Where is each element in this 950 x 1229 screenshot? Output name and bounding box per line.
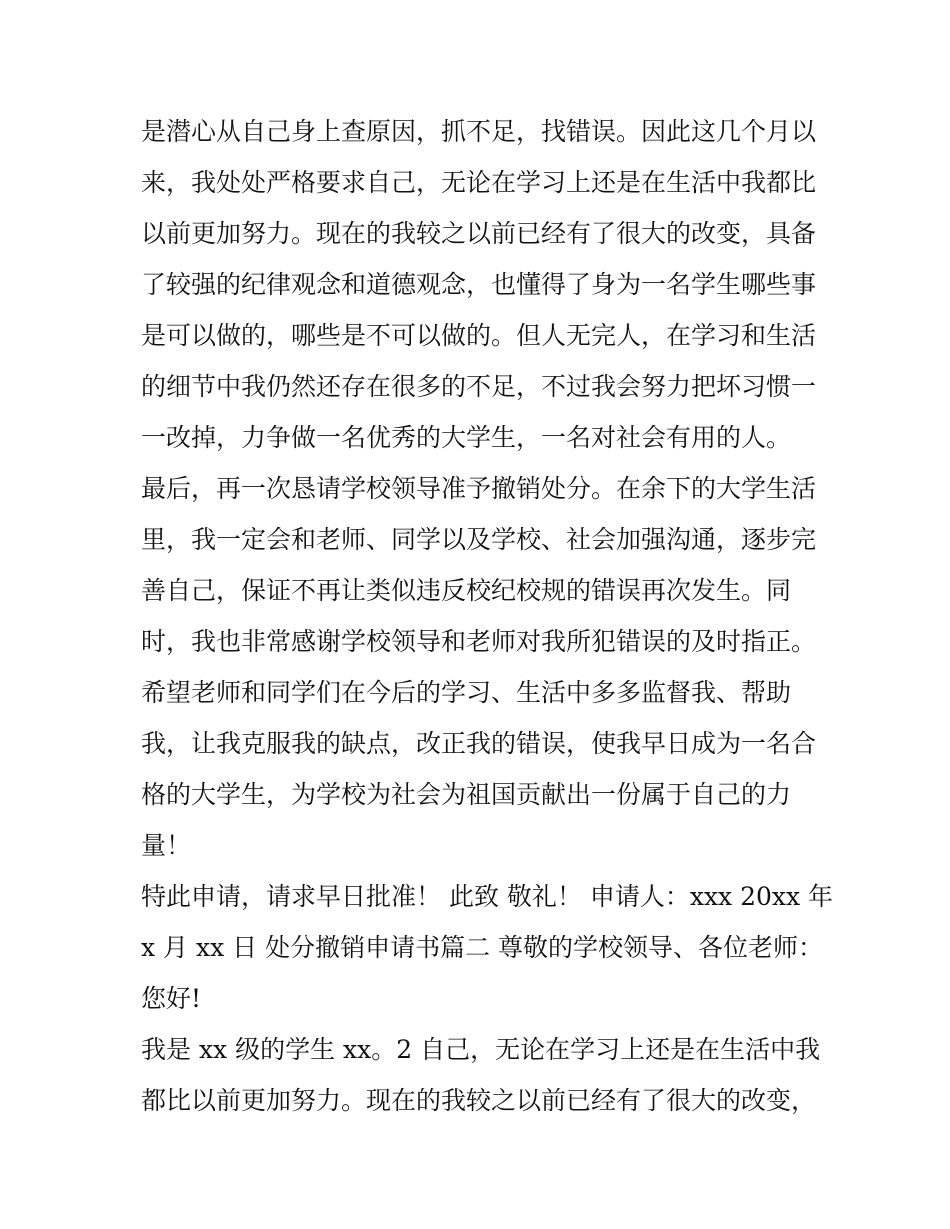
- text-line: 最后，再一次恳请学校领导准予撤销处分。在余下的大学生活: [141, 474, 817, 503]
- text-line: 特此申请，请求早日批准！ 此致 敬礼！ 申请人：xxx 20xx 年: [141, 882, 834, 911]
- text-line: 的细节中我仍然还存在很多的不足，不过我会努力把坏习惯一: [141, 372, 817, 401]
- text-line: 里，我一定会和老师、同学以及学校、社会加强沟通，逐步完: [141, 525, 817, 554]
- text-line: 格的大学生，为学校为社会为祖国贡献出一份属于自己的力: [141, 780, 792, 809]
- text-line: 是可以做的，哪些是不可以做的。但人无完人，在学习和生活: [141, 321, 817, 350]
- text-line: 量！: [141, 831, 192, 860]
- text-line: x 月 xx 日 处分撤销申请书篇二 尊敬的学校领导、各位老师：: [141, 933, 824, 962]
- document-body: [141, 106, 834, 1126]
- text-line: 我，让我克服我的缺点，改正我的错误，使我早日成为一名合: [141, 729, 817, 758]
- text-line: 我是 xx 级的学生 xx。2 自己，无论在学习上还是在生活中我: [141, 1035, 821, 1064]
- text-line: 您好!: [141, 984, 202, 1013]
- text-line: 来，我处处严格要求自己，无论在学习上还是在生活中我都比: [141, 168, 817, 197]
- text-line: 了较强的纪律观念和道德观念，也懂得了身为一名学生哪些事: [141, 270, 817, 299]
- text-line: 希望老师和同学们在今后的学习、生活中多多监督我、帮助: [141, 678, 792, 707]
- text-line: 一改掉，力争做一名优秀的大学生，一名对社会有用的人。: [141, 423, 792, 452]
- text-line: 以前更加努力。现在的我较之以前已经有了很大的改变，具备: [141, 219, 817, 248]
- text-line: 都比以前更加努力。现在的我较之以前已经有了很大的改变，: [141, 1086, 817, 1115]
- text-line: 时，我也非常感谢学校领导和老师对我所犯错误的及时指正。: [141, 627, 817, 656]
- text-line: 是潜心从自己身上查原因，抓不足，找错误。因此这几个月以: [141, 117, 817, 146]
- text-line: 善自己，保证不再让类似违反校纪校规的错误再次发生。同: [141, 576, 792, 605]
